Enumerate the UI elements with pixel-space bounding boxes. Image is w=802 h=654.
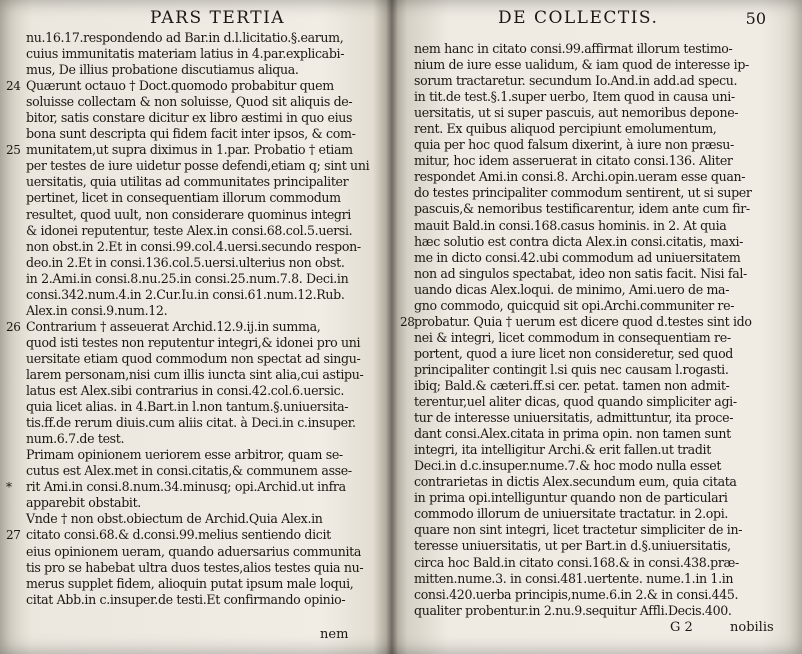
- text-line: Vnde † non obst.obiectum de Archid.Quia Alex.in: [26, 511, 323, 527]
- text-line: Alex.in consi.9.num.12.: [26, 302, 168, 318]
- text-line: larem personam,nisi cum illis iuncta sint alia,cui astipu-: [26, 366, 364, 382]
- margin-number: 24: [6, 79, 21, 93]
- text-line: consi.420.uerba principis,nume.6.in 2.& in consi.445.: [414, 586, 739, 602]
- text-line: qualiter probentur.in 2.nu.9.sequitur Affli.Decis.400.: [414, 602, 732, 618]
- text-line: dant consi.Alex.citata in prima opin. non tamen sunt: [414, 426, 731, 442]
- right-page: [398, 0, 802, 654]
- text-line: circa hoc Bald.in citato consi.168.& in consi.438.præ-: [414, 554, 739, 570]
- text-line: citato consi.68.& d.consi.99.melius sentiendo dicit: [26, 527, 331, 543]
- text-line: deo.in 2.Et in consi.136.col.5.uersi.ulterius non obst.: [26, 254, 345, 270]
- text-line: nu.16.17.respondendo ad Bar.in d.l.licitatio.§.earum,: [26, 30, 344, 45]
- text-line: in 2.Ami.in consi.8.nu.25.in consi.25.num.7.8. Deci.in: [26, 270, 349, 286]
- signature-mark: G 2: [670, 620, 693, 635]
- left-text-block: [6, 30, 376, 608]
- text-line: mauit Bald.in consi.168.casus hominis. in 2. At quia: [414, 217, 727, 233]
- page-number: 50: [745, 9, 766, 28]
- text-line: eius opinionem ueram, quando aduersarius communita: [26, 543, 362, 559]
- text-line: pertinet, licet in consequentiam illorum commodum: [26, 190, 341, 206]
- text-line: tis pro se habebat ultra duos testes,alios testes quia nu-: [26, 559, 364, 575]
- text-line: consi.342.num.4.in 2.Cur.Iu.in consi.61.num.12.Rub.: [26, 286, 345, 302]
- text-line: tis.ff.de rerum diuis.cum aliis citat. à Deci.in c.insuper.: [26, 415, 356, 431]
- text-line: merus supplet fidem, alioquin putat ipsum male loqui,: [26, 575, 354, 591]
- text-line: mitten.nume.3. in consi.481.uertente. nume.1.in 1.in: [414, 570, 734, 586]
- text-line: latus est Alex.sibi contrarius in consi.42.col.6.uersic.: [26, 383, 345, 399]
- text-line: uersitatis, quia utilitas ad communitates principaliter: [26, 174, 349, 190]
- text-line: me in dicto consi.42.ubi commodum ad uniuersitatem: [414, 249, 741, 265]
- text-line: pascuis,& nemoribus testificarentur, idem ante cum fir-: [414, 201, 750, 217]
- text-line: quod isti testes non reputentur integri,& idonei pro uni: [26, 334, 361, 350]
- text-line: rit Ami.in consi.8.num.34.minusq; opi.Archid.ut infra: [26, 479, 346, 495]
- text-line: nium de iure esse ualidum, & iam quod de interesse ip-: [414, 57, 749, 73]
- text-line: Quærunt octauo † Doct.quomodo probabitur quem: [26, 78, 334, 94]
- text-line: cutus est Alex.met in consi.citatis,& communem asse-: [26, 463, 352, 479]
- margin-number: 26: [6, 320, 21, 334]
- text-line: commodo illorum de uniuersitate tractatur. in 2.opi.: [414, 506, 729, 522]
- left-running-head: PARS TERTIA: [150, 8, 286, 28]
- text-line: Primam opinionem ueriorem esse arbitror, quam se-: [26, 447, 343, 463]
- text-line: terentur,uel aliter dicas, quod quando simpliciter agi-: [414, 394, 737, 410]
- text-line: nem hanc in citato consi.99.affirmat illorum testimo-: [414, 41, 733, 56]
- text-line: uersitate etiam quod commodum non spectat ad singu-: [26, 350, 361, 366]
- text-line: bona sunt descripta qui fidem facit inter ipsos, & com-: [26, 126, 356, 142]
- margin-number: 28: [400, 315, 415, 329]
- text-line: portent, quod a iure licet non consideretur, sed quod: [414, 345, 734, 361]
- margin-number: 25: [6, 143, 21, 157]
- margin-mark: *: [6, 480, 12, 494]
- text-line: sorum tractaretur. secundum Io.And.in add.ad specu.: [414, 73, 738, 89]
- text-line: in prima opi.intelliguntur quando non de particulari: [414, 490, 728, 506]
- text-line: bitor, satis constare dicitur ex libro æstimi in quo eius: [26, 110, 353, 126]
- text-line: apparebit obstabit.: [26, 495, 141, 511]
- text-line: soluisse collectam & non soluisse, Quod sit aliquis de-: [26, 94, 353, 110]
- text-line: Deci.in d.c.insuper.nume.7.& hoc modo nulla esset: [414, 458, 722, 474]
- text-line: teresse uniuersitatis, ut per Bart.in d.§.uniuersitatis,: [414, 538, 731, 554]
- text-line: resultet, quod uult, non considerare quominus integri: [26, 206, 351, 222]
- left-page: [0, 0, 388, 654]
- text-line: Contrarium † asseuerat Archid.12.9.ij.in summa,: [26, 318, 321, 334]
- text-line: contrarietas in dictis Alex.secundum eum, quia citata: [414, 474, 737, 490]
- text-line: non ad singulos spectabat, ideo non satis facit. Nisi fal-: [414, 265, 747, 281]
- text-line: citat Abb.in c.insuper.de testi.Et confirmando opinio-: [26, 591, 346, 607]
- text-line: integri, ita intelligitur Archi.& erit fallen.ut tradit: [414, 442, 711, 458]
- text-line: in tit.de test.§.1.super uerbo, Item quod in causa uni-: [414, 89, 735, 105]
- left-catchword: nem: [320, 627, 349, 642]
- text-line: respondet Ami.in consi.8. Archi.opin.ueram esse quan-: [414, 169, 746, 185]
- text-line: per testes de iure uidetur posse defendi,etiam q; sint uni: [26, 158, 370, 174]
- text-line: nei & integri, licet commodum in consequentiam re-: [414, 329, 731, 345]
- text-line: quare non sint integri, licet tractetur simpliciter de in-: [414, 522, 743, 538]
- right-running-head: DE COLLECTIS.: [498, 8, 659, 28]
- text-line: rent. Ex quibus aliquod percipiunt emolumentum,: [414, 121, 717, 137]
- text-line: mitur, hoc idem asseruerat in citato consi.136. Aliter: [414, 153, 733, 169]
- right-catchword: nobilis: [730, 620, 774, 635]
- text-line: mus, De illius probatione discutiamus aliqua.: [26, 62, 299, 78]
- right-text-block: [400, 41, 786, 619]
- text-line: quia licet alias. in 4.Bart.in l.non tantum.§.uniuersita-: [26, 399, 349, 415]
- text-line: ibiq; Bald.& cæteri.ff.si cer. petat. tamen non admit-: [414, 377, 730, 393]
- text-line: do testes principaliter commodum sentirent, ut si super: [414, 185, 752, 201]
- text-line: hæc solutio est contra dicta Alex.in consi.citatis, maxi-: [414, 233, 744, 249]
- text-line: tur de interesse uniuersitatis, admittuntur, ita proce-: [414, 410, 734, 426]
- text-line: principaliter contingit l.si quis nec causam l.rogasti.: [414, 361, 729, 377]
- text-line: uando dicas Alex.loqui. de minimo, Ami.uero de ma-: [414, 281, 730, 297]
- text-line: num.6.7.de test.: [26, 431, 125, 447]
- text-line: & idonei reputentur, teste Alex.in consi.68.col.5.uersi.: [26, 222, 353, 238]
- text-line: quia per hoc quod falsum dixerint, à iure non præsu-: [414, 137, 734, 153]
- text-line: munitatem,ut supra diximus in 1.par. Probatio † etiam: [26, 142, 353, 158]
- text-line: probatur. Quia † uerum est dicere quod d.testes sint ido: [414, 313, 752, 329]
- margin-number: 27: [6, 528, 21, 542]
- text-line: uersitatis, ut si super pascuis, aut nemoribus depone-: [414, 105, 739, 121]
- text-line: gno commodo, quicquid sit opi.Archi.communiter re-: [414, 297, 735, 313]
- text-line: non obst.in 2.Et in consi.99.col.4.uersi.secundo respon-: [26, 238, 361, 254]
- text-line: cuius immunitatis materiam latius in 4.par.explicabi-: [26, 46, 345, 62]
